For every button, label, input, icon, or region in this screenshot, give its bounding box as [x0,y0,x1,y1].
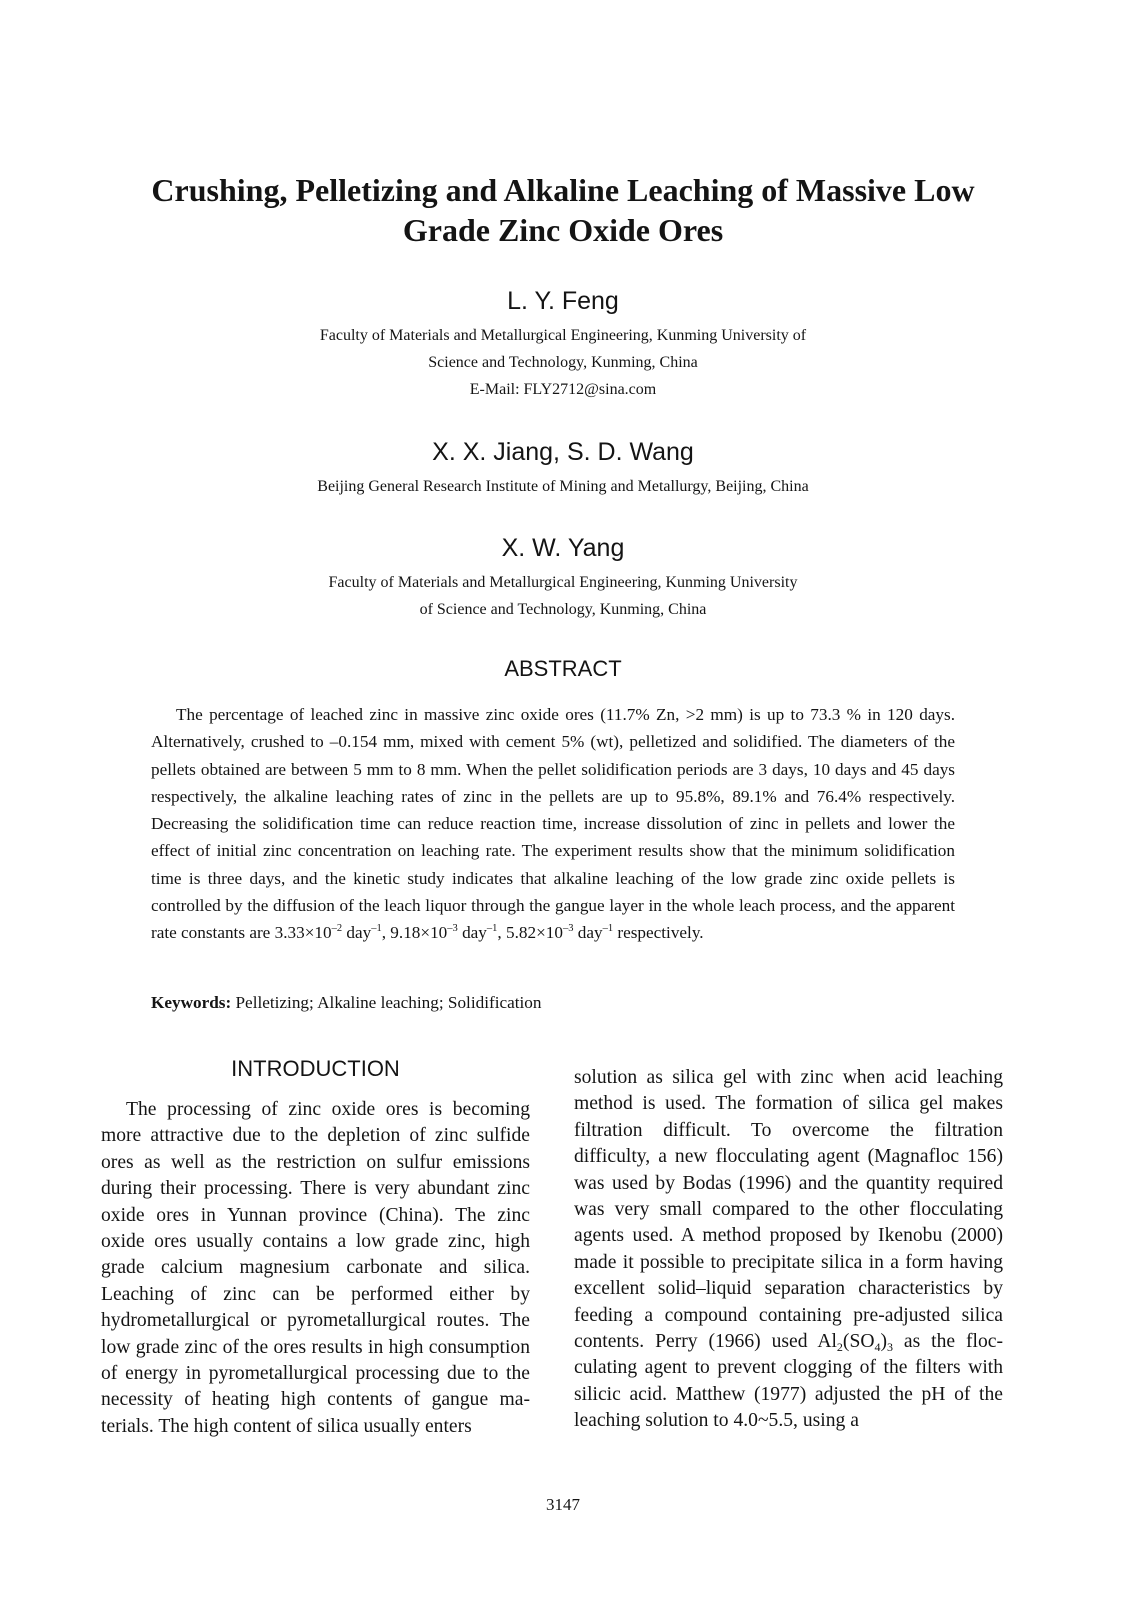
rate-unit-exponent: –1 [371,923,382,935]
author-1-name: L. Y. Feng [507,287,619,315]
abstract-heading: ABSTRACT [504,656,622,681]
abstract-tail: respectively. [613,923,704,943]
subscript: 2 [836,1340,843,1355]
title-line-2: Grade Zinc Oxide Ores [402,212,724,248]
introduction-right-column [574,1065,1003,1435]
affiliation-line: Beijing General Research Institute of Mining and Metallurgy, Beijing, China [317,478,809,495]
rate-constant-2: 9.18×10 [390,923,448,943]
abstract-body [151,701,955,947]
paper-title [100,170,1026,250]
rate-unit-exponent: –1 [602,923,614,935]
author-2-name: X. X. Jiang, S. D. Wang [432,438,694,466]
formula-part: (SO [842,1331,875,1353]
keywords [151,989,955,1016]
introduction-text: as the flocculating agent to prevent clogging of the filters with silicic acid. Matthew (1977) adjusted the pH of the leaching solution to 4.0~5.5, using a [574,1331,1003,1432]
rate-unit: day [457,923,487,943]
abstract-text: The percentage of leached zinc in massive zinc oxide ores (11.7% Zn, >2 mm) is up to 73.3 % in 120 days. Alternatively, crushed to –0.154 mm, mixed with cement 5% (wt), pelletized and solidified. The diameters of the pellets obtained are between 5 mm to 8 mm. When the pellet solidification periods are 3 days, 10 days and 45 days respectively, the alkaline leaching rates of zinc in the pellets are up to 95.8%, 89.1% and 76.4% respectively. Decreasing the solidification time can reduce reaction time, increase dissolution of zinc in pellets and lower the effect of initial zinc concentration on leaching rate. The experiment results show that the minimum solidification time is three days, and the kinetic study indicates that alkaline leaching of the low grade zinc oxide pellets is controlled by the diffusion of the leach liquor through the gangue layer in the whole leach process, and the apparent rate constants are [151,705,955,943]
introduction-left-column [101,1097,530,1440]
affiliation-line: Science and Technology, Kunming, China [428,354,698,371]
rate-constant-3-exponent: –3 [562,923,574,935]
rate-unit-exponent: –1 [486,923,498,935]
affiliation-line: Faculty of Materials and Metallurgical Engineering, Kunming University [328,574,798,591]
affiliation-line: Faculty of Materials and Metallurgical Engineering, Kunming University of [319,327,807,344]
author-email: E-Mail: FLY2712@sina.com [469,381,657,398]
rate-constant-3: 5.82×10 [505,923,563,943]
rate-constant-1: 3.33×10 [274,923,332,943]
rate-unit: day [573,923,603,943]
introduction-paragraph: The processing of zinc oxide ores is becoming more attractive due to the depletion of zinc sulfide ores as well as the restriction on sulfur emissions during their processing. There is very abundant zinc oxide ores in Yunnan province (China). The zinc oxide ores usually contains a low grade zinc, high grade calcium magnesium carbonate and silica. Leaching of zinc can be performed either by hydrometallurgical or pyrometallurgical routes. The low grade zinc of the ores results in high consumption of energy in pyrometallurgical processing due to the necessity of heating high contents of gangue materials. The high content of silica usually enters [101,1099,530,1437]
introduction-text: solution as silica gel with zinc when acid leaching method is used. The formation of silica gel makes filtration difficult. To overcome the filtration difficulty, a new flocculating agent (Magnafloc 156) was used by Bodas (1996) and the quantity required was very small compared to the other flocculating agents used. A method proposed by Ikenobu (2000) made it possible to precipitate silica in a form having excellent solid–liquid separation characteristics by feeding a compound containing pre-adjusted silica contents. Perry (1966) used Al [574,1067,1003,1353]
keywords-text: Pelletizing; Alkaline leaching; Solidification [231,993,542,1012]
affiliation-line: of Science and Technology, Kunming, China [419,601,707,618]
title-line-1: Crushing, Pelletizing and Alkaline Leaching of Massive Low [151,172,975,208]
rate-constant-2-exponent: –3 [447,923,458,935]
subscript: 4 [874,1340,881,1355]
keywords-label: Keywords: [151,993,232,1012]
subscript: 3 [887,1340,894,1355]
separator: , [381,923,391,943]
page-number: 3147 [546,1495,580,1514]
rate-constant-1-exponent: –2 [331,923,343,935]
author-1-affiliation [0,322,1126,403]
formula-part: ) [880,1331,888,1353]
author-3-affiliation [0,569,1126,623]
separator: , [497,923,506,943]
author-2-affiliation [0,473,1126,500]
author-3-name: X. W. Yang [501,534,625,562]
introduction-heading: INTRODUCTION [231,1056,400,1081]
rate-unit: day [342,923,372,943]
